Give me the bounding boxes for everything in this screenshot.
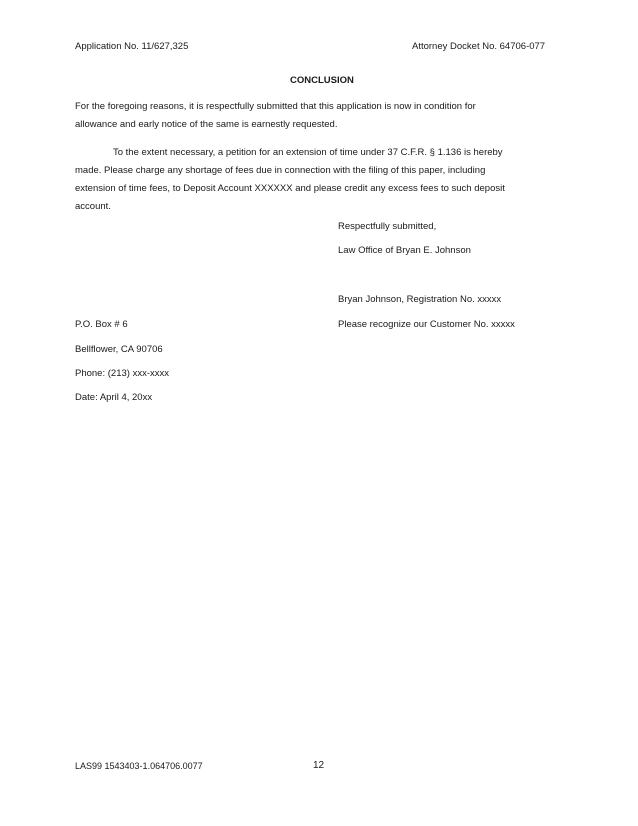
law-firm-name: Law Office of Bryan E. Johnson <box>338 245 471 256</box>
po-box: P.O. Box # 6 <box>75 319 128 330</box>
paragraph-line: made. Please charge any shortage of fees due in connection with the filing of this paper, including <box>75 165 486 176</box>
paragraph-line: For the foregoing reasons, it is respectfully submitted that this application is now in condition for <box>75 101 476 112</box>
application-number: Application No. 11/627,325 <box>75 41 189 52</box>
phone-number: Phone: (213) xxx-xxxx <box>75 368 169 379</box>
signer-registration: Bryan Johnson, Registration No. xxxxx <box>338 294 502 305</box>
closing-salutation: Respectfully submitted, <box>338 221 437 232</box>
paragraph-line: allowance and early notice of the same is earnestly requested. <box>75 119 338 130</box>
city-state-zip: Bellflower, CA 90706 <box>75 344 163 355</box>
document-date: Date: April 4, 20xx <box>75 392 153 403</box>
extension-paragraph <box>75 144 555 216</box>
page-number: 12 <box>313 760 325 771</box>
paragraph-line: extension of time fees, to Deposit Account XXXXXX and please credit any excess fees to such deposit <box>75 183 505 194</box>
section-title: CONCLUSION <box>290 75 354 86</box>
paragraph-line: account. <box>75 201 111 212</box>
attorney-docket-number: Attorney Docket No. 64706-077 <box>412 41 546 52</box>
conclusion-paragraph <box>75 98 555 134</box>
paragraph-line: To the extent necessary, a petition for an extension of time under 37 C.F.R. § 1.136 is hereby <box>113 147 503 158</box>
document-id: LAS99 1543403-1.064706.0077 <box>75 761 203 771</box>
customer-number: Please recognize our Customer No. xxxxx <box>338 319 515 330</box>
